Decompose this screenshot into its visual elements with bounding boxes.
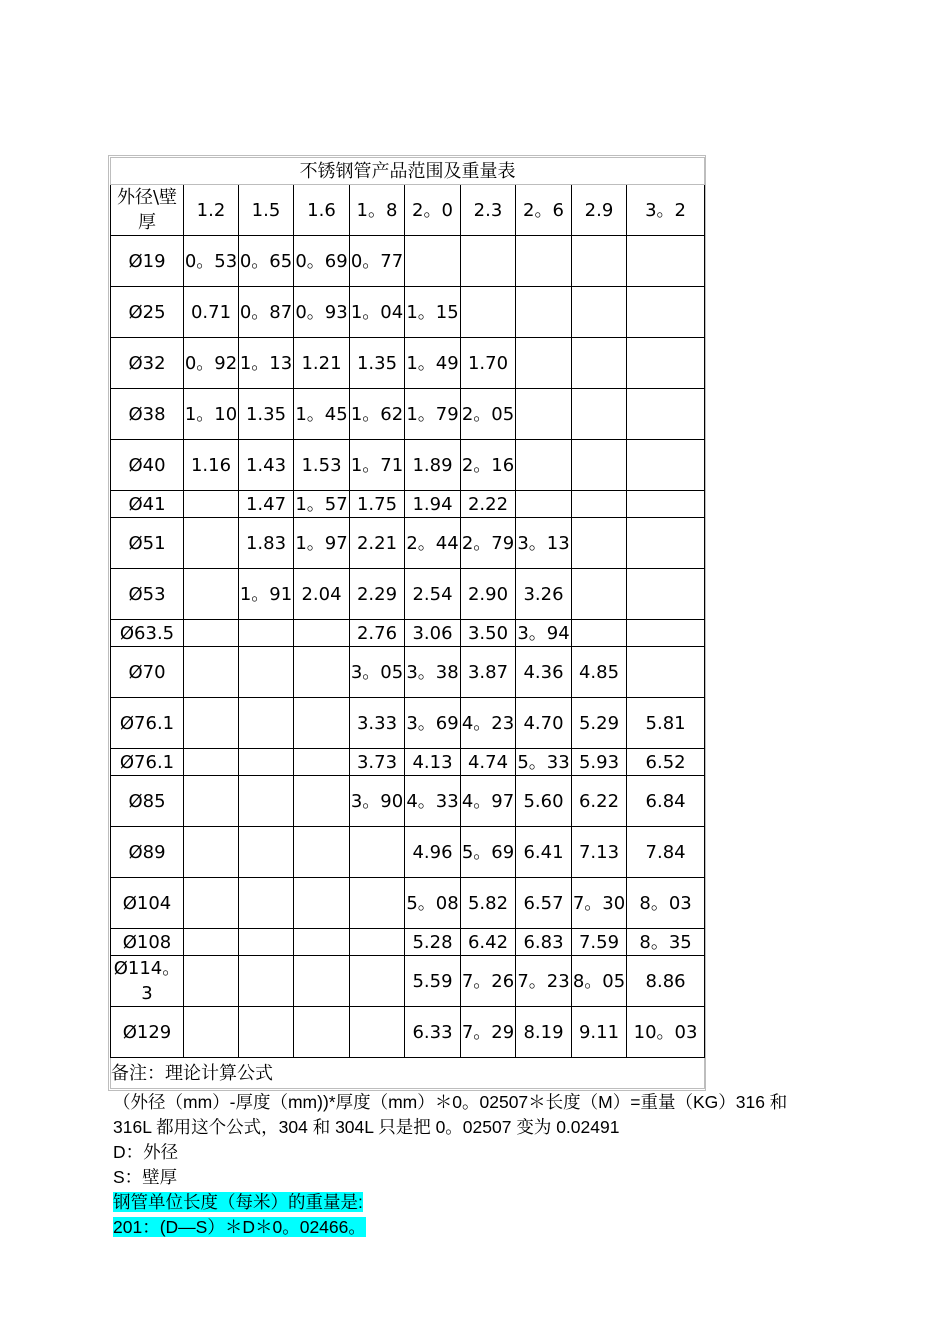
weight-cell: 2。05 [461,389,516,440]
weight-cell [350,878,405,929]
corner-header: 外径\壁厚 [111,185,184,236]
outer-diameter-cell: Ø70 [111,647,184,698]
weight-cell: 0。65 [239,236,294,287]
weight-cell [350,929,405,956]
table-row [111,698,705,749]
weight-cell: 1。15 [405,287,461,338]
weight-cell: 3.06 [405,620,461,647]
weight-cell: 5.59 [405,956,461,1007]
weight-cell: 5。33 [516,749,572,776]
outer-diameter-cell: Ø53 [111,569,184,620]
weight-cell: 4.36 [516,647,572,698]
weight-cell [572,287,627,338]
weight-cell: 3.50 [461,620,516,647]
weight-cell [239,620,294,647]
weight-cell: 5.28 [405,929,461,956]
table-row [111,878,705,929]
weight-cell: 1。10 [184,389,239,440]
weight-cell: 9.11 [572,1007,627,1058]
weight-cell [294,929,350,956]
outer-diameter-cell: Ø41 [111,491,184,518]
weight-cell [184,491,239,518]
weight-cell: 0。53 [184,236,239,287]
weight-cell: 1.53 [294,440,350,491]
weight-cell: 6.83 [516,929,572,956]
outer-diameter-cell: Ø104 [111,878,184,929]
weight-table-frame [108,155,706,1091]
weight-cell: 2.54 [405,569,461,620]
weight-cell [184,1007,239,1058]
outer-diameter-cell: Ø19 [111,236,184,287]
weight-cell [572,389,627,440]
weight-cell: 4.13 [405,749,461,776]
weight-cell [184,569,239,620]
table-row [111,647,705,698]
unit-weight-heading: 钢管单位长度（每米）的重量是: [113,1192,363,1212]
weight-cell [405,236,461,287]
wall-thickness-definition: S：壁厚 [113,1167,178,1187]
outer-diameter-cell: Ø76.1 [111,749,184,776]
weight-cell: 1.35 [239,389,294,440]
weight-cell [627,569,705,620]
weight-cell [294,647,350,698]
weight-cell: 2。79 [461,518,516,569]
weight-cell [184,518,239,569]
weight-cell: 4.85 [572,647,627,698]
outer-diameter-cell: Ø76.1 [111,698,184,749]
weight-cell: 7.84 [627,827,705,878]
weight-cell [184,929,239,956]
weight-cell [572,569,627,620]
outer-diameter-cell: Ø38 [111,389,184,440]
weight-cell: 6.22 [572,776,627,827]
wall-thickness-header: 2。6 [516,185,572,236]
wall-thickness-header: 2。0 [405,185,461,236]
weight-cell [184,878,239,929]
weight-cell: 5。69 [461,827,516,878]
weight-cell: 3。05 [350,647,405,698]
weight-cell [627,338,705,389]
table-title: 不锈钢管产品范围及重量表 [111,158,705,185]
wall-thickness-header: 1.2 [184,185,239,236]
weight-cell: 2.21 [350,518,405,569]
outer-diameter-cell: Ø25 [111,287,184,338]
outer-diameter-cell: Ø114。3 [111,956,184,1007]
weight-cell: 5.93 [572,749,627,776]
weight-cell: 3。94 [516,620,572,647]
weight-cell [294,698,350,749]
weight-cell: 0。93 [294,287,350,338]
weight-cell [572,236,627,287]
table-note: 备注：理论计算公式 [111,1058,705,1089]
weight-cell: 7.13 [572,827,627,878]
weight-cell: 3。69 [405,698,461,749]
weight-cell [572,518,627,569]
weight-cell: 4.74 [461,749,516,776]
outer-diameter-definition: D：外径 [113,1142,179,1162]
table-note-row [111,1058,705,1089]
table-row [111,749,705,776]
table-row [111,518,705,569]
weight-cell [294,620,350,647]
weight-cell [294,878,350,929]
weight-cell: 7。23 [516,956,572,1007]
weight-cell: 1.75 [350,491,405,518]
weight-cell: 1。91 [239,569,294,620]
weight-cell: 3.73 [350,749,405,776]
weight-cell [516,236,572,287]
weight-cell [294,776,350,827]
weight-cell: 8。03 [627,878,705,929]
weight-cell [516,338,572,389]
outer-diameter-cell: Ø89 [111,827,184,878]
weight-cell [184,749,239,776]
weight-cell [627,518,705,569]
weight-cell [627,440,705,491]
weight-cell [516,491,572,518]
table-row [111,956,705,1007]
weight-cell [184,827,239,878]
weight-cell: 1。62 [350,389,405,440]
wall-thickness-header: 1.5 [239,185,294,236]
weight-cell: 1。13 [239,338,294,389]
weight-cell [184,620,239,647]
weight-cell: 7。30 [572,878,627,929]
formula-line-2: 316L 都用这个公式，304 和 304L 只是把 0。02507 变为 0.02491 [113,1117,620,1137]
weight-cell: 2.22 [461,491,516,518]
weight-cell: 6.84 [627,776,705,827]
outer-diameter-cell: Ø40 [111,440,184,491]
wall-thickness-header: 1。8 [350,185,405,236]
weight-cell [516,389,572,440]
weight-cell: 4.96 [405,827,461,878]
grade-201-formula: 201：(D—S）＊D＊0。02466。 [113,1217,366,1237]
weight-cell [239,929,294,956]
weight-cell: 3.87 [461,647,516,698]
weight-cell: 0。87 [239,287,294,338]
weight-cell: 1.70 [461,338,516,389]
weight-cell [627,389,705,440]
weight-cell: 3。13 [516,518,572,569]
weight-cell: 7.59 [572,929,627,956]
weight-cell [239,956,294,1007]
outer-diameter-cell: Ø85 [111,776,184,827]
weight-cell [184,956,239,1007]
weight-cell: 2.90 [461,569,516,620]
table-row [111,338,705,389]
weight-cell: 1。57 [294,491,350,518]
weight-cell: 2。16 [461,440,516,491]
weight-cell: 8。35 [627,929,705,956]
wall-thickness-header: 2.3 [461,185,516,236]
weight-cell [627,620,705,647]
weight-cell [350,827,405,878]
weight-cell: 3.33 [350,698,405,749]
weight-cell [461,236,516,287]
weight-cell: 5.81 [627,698,705,749]
weight-cell [239,1007,294,1058]
weight-cell: 3。90 [350,776,405,827]
weight-cell: 1。97 [294,518,350,569]
table-row [111,236,705,287]
weight-cell: 1。49 [405,338,461,389]
weight-cell: 8.19 [516,1007,572,1058]
table-row [111,929,705,956]
weight-cell: 1。04 [350,287,405,338]
outer-diameter-cell: Ø51 [111,518,184,569]
outer-diameter-cell: Ø63.5 [111,620,184,647]
table-header-row [111,185,705,236]
weight-cell [239,827,294,878]
weight-cell: 0.71 [184,287,239,338]
weight-cell [239,698,294,749]
weight-cell: 6.52 [627,749,705,776]
weight-cell [572,440,627,491]
weight-cell [627,236,705,287]
weight-cell [239,878,294,929]
weight-cell: 7。26 [461,956,516,1007]
table-row [111,1007,705,1058]
weight-cell: 6.33 [405,1007,461,1058]
weight-cell: 8。05 [572,956,627,1007]
weight-cell: 5。08 [405,878,461,929]
weight-cell: 6.42 [461,929,516,956]
outer-diameter-cell: Ø108 [111,929,184,956]
weight-cell: 6.57 [516,878,572,929]
weight-cell [572,338,627,389]
weight-cell: 1.35 [350,338,405,389]
weight-cell [350,1007,405,1058]
table-row [111,440,705,491]
weight-cell [294,1007,350,1058]
weight-cell: 1.47 [239,491,294,518]
weight-cell: 5.82 [461,878,516,929]
weight-cell: 4.70 [516,698,572,749]
weight-cell [239,776,294,827]
table-row [111,620,705,647]
weight-cell [294,749,350,776]
wall-thickness-header: 2.9 [572,185,627,236]
weight-cell: 1。79 [405,389,461,440]
weight-cell: 2.76 [350,620,405,647]
weight-cell: 6.41 [516,827,572,878]
weight-cell: 1。71 [350,440,405,491]
weight-cell: 3.26 [516,569,572,620]
weight-cell: 8.86 [627,956,705,1007]
weight-cell [350,956,405,1007]
weight-cell [572,620,627,647]
weight-cell: 1。45 [294,389,350,440]
weight-table [110,157,705,1089]
formula-line-1: （外径（mm）-厚度（mm))*厚度（mm）＊0。02507＊长度（M）=重量（KG）316 和 [113,1092,788,1112]
weight-cell [294,827,350,878]
weight-cell [184,647,239,698]
weight-cell: 7。29 [461,1007,516,1058]
weight-cell: 0。69 [294,236,350,287]
table-row [111,287,705,338]
formula-notes [113,1090,853,1240]
table-row [111,569,705,620]
weight-cell: 1.21 [294,338,350,389]
outer-diameter-cell: Ø129 [111,1007,184,1058]
weight-cell: 0。77 [350,236,405,287]
weight-cell: 5.29 [572,698,627,749]
weight-cell: 1.16 [184,440,239,491]
weight-cell: 2.29 [350,569,405,620]
weight-cell: 2。44 [405,518,461,569]
weight-cell [184,776,239,827]
weight-cell [627,491,705,518]
weight-cell [627,647,705,698]
weight-cell: 1.94 [405,491,461,518]
weight-cell: 4。33 [405,776,461,827]
weight-cell: 0。92 [184,338,239,389]
wall-thickness-header: 1.6 [294,185,350,236]
table-title-row [111,158,705,185]
weight-cell: 4。97 [461,776,516,827]
table-row [111,827,705,878]
weight-cell [516,440,572,491]
outer-diameter-cell: Ø32 [111,338,184,389]
table-row [111,389,705,440]
weight-cell [184,698,239,749]
weight-cell: 1.43 [239,440,294,491]
weight-cell: 2.04 [294,569,350,620]
weight-cell: 1.83 [239,518,294,569]
weight-cell: 5.60 [516,776,572,827]
weight-cell [516,287,572,338]
table-row [111,491,705,518]
weight-cell: 4。23 [461,698,516,749]
table-row [111,776,705,827]
weight-cell: 3。38 [405,647,461,698]
weight-cell: 1.89 [405,440,461,491]
weight-cell: 10。03 [627,1007,705,1058]
weight-cell [461,287,516,338]
wall-thickness-header: 3。2 [627,185,705,236]
weight-cell [239,749,294,776]
weight-cell [572,491,627,518]
weight-cell [239,647,294,698]
weight-cell [627,287,705,338]
weight-cell [294,956,350,1007]
